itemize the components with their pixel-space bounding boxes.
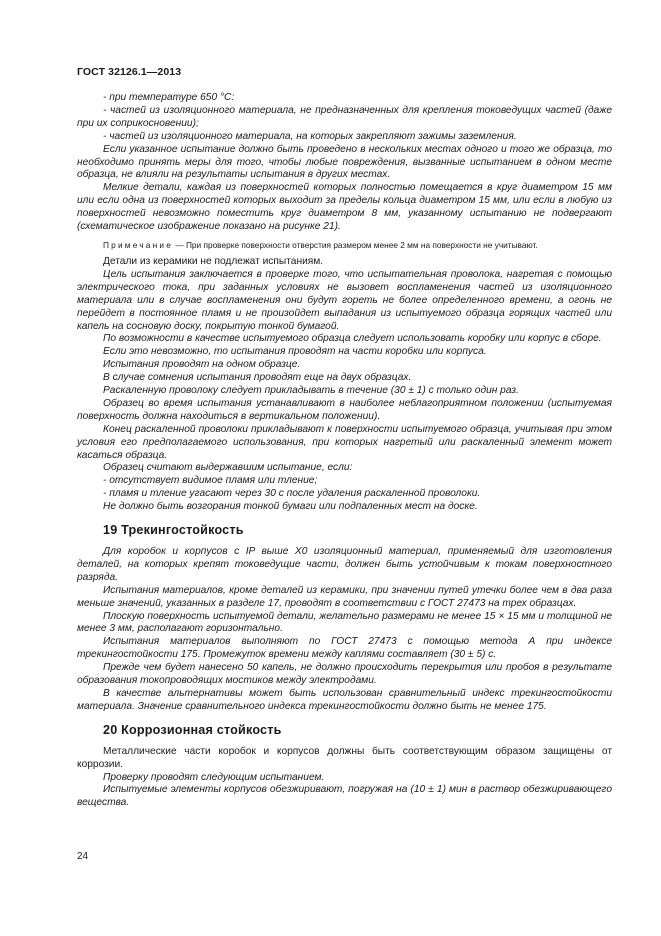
paragraph-wire-tip: Конец раскаленной проволоки прикладывают к поверхности испытуемого образца, учитывая при этом условия его предполагаемого использования, при которых нагретый или раскаленный элемент может касаться образца. xyxy=(77,423,612,461)
section-19-paragraph: Плоскую поверхность испытуемой детали, желательно размерами не менее 15 × 15 мм и толщиной не менее 3 мм, располагают горизонтально. xyxy=(77,610,612,635)
page-number: 24 xyxy=(77,851,89,862)
section-19-paragraph: Испытания материалов, кроме деталей из керамики, при значении путей утечки более чем в два раза меньше значений, указанных в разделе 17, проводят в соответствии с ГОСТ 27473 на трех образцах. xyxy=(77,584,612,609)
list-item-insulating-parts: - частей из изоляционного материала, не предназначенных для крепления токоведущих частей (даже при их соприкосновении); xyxy=(77,104,612,129)
paragraph-if-impossible: Если это невозможно, то испытания проводят на части коробки или корпуса. xyxy=(103,346,487,358)
list-item-flame-extinguish: - пламя и тление угасают через 30 с после удаления раскаленной проволоки. xyxy=(103,488,481,500)
paragraph-glow-wire-duration: Раскаленную проволоку следует прикладывать в течение (30 ± 1) с только один раз. xyxy=(103,385,519,397)
note xyxy=(77,240,612,251)
paragraph-test-purpose: Цель испытания заключается в проверке того, что испытательная проволока, нагретая с помощью электрического тока, при заданных условиях не вызовет воспламенения частей из изоляционного материала или в случае воспламенения они будут гореть не более определенного времени, а огонь не перейдет в постоянное пламя и не произойдет выпадания из испытуемого образца горящих частей или капель на сосновую доску, покрытую тонкой бумагой. xyxy=(77,268,612,332)
paragraph-small-parts: Мелкие детали, каждая из поверхностей которых полностью помещается в круг диаметром 15 мм или если одна из поверхностей которых выходит за пределы кольца диаметром 15 мм, или если в любую из поверхностей невозможно поместить круг диаметром 8 мм, указанному испытанию не подвергают (схематическое изображение показано на рисунке 21). xyxy=(77,182,612,233)
list-item-earthing-parts: - частей из изоляционного материала, на которых закрепляют зажимы заземления. xyxy=(103,130,517,142)
note-label: Примечание xyxy=(103,239,174,250)
paragraph-sample-position: Образец во время испытания устанавливают в наиболее неблагоприятном положении (испытуемая поверхность должна находиться в вертикальном положении). xyxy=(77,397,612,422)
section-20-heading: 20 Коррозионная стойкость xyxy=(103,722,282,737)
section-19-paragraph: Прежде чем будет нанесено 50 капель, не должно происходить перекрытия или пробоя в результате образования токопроводящих мостиков между электродами. xyxy=(77,662,612,687)
paragraph-ceramics: Детали из керамики не подлежат испытаниям. xyxy=(103,255,324,267)
note-text: — При проверке поверхности отверстия размером менее 2 мм на поверхности не учитывают. xyxy=(175,239,538,250)
section-19-paragraph: Для коробок и корпусов с IP выше Х0 изоляционный материал, применяемый для изготовления деталей, на которых крепят токоведущие части, должен быть устойчивым к токам поверхностного разряда. xyxy=(77,546,612,583)
paragraph-sample-choice: По возможности в качестве испытуемого образца следует использовать коробку или корпус в сборе. xyxy=(103,333,602,345)
list-item-no-flame: - отсутствует видимое пламя или тление; xyxy=(103,475,318,487)
paragraph-pass-criteria: Образец считают выдержавшим испытание, если: xyxy=(103,462,353,474)
paragraph-one-sample: Испытания проводят на одном образце. xyxy=(103,359,301,371)
list-item-temperature: - при температуре 650 °С: xyxy=(103,92,235,103)
paragraph-doubt: В случае сомнения испытания проводят еще на двух образцах. xyxy=(103,372,412,384)
page-content xyxy=(77,92,612,810)
section-19-heading: 19 Трекингостойкость xyxy=(103,523,244,538)
section-20-paragraph: Проверку проводят следующим испытанием. xyxy=(103,771,325,783)
section-20-paragraph: Испытуемые элементы корпусов обезжиривают, погружая на (10 ± 1) мин в раствор обезжиривающего вещества. xyxy=(77,784,612,809)
paragraph-no-ignition: Не должно быть возгорания тонкой бумаги или подпаленных мест на доске. xyxy=(103,501,478,513)
section-20-paragraph: Металлические части коробок и корпусов должны быть соответствующим образом защищены от коррозии. xyxy=(77,745,612,770)
paragraph-multiple-places: Если указанное испытание должно быть проведено в нескольких местах одного и того же образца, то необходимо принять меры для того, чтобы любые повреждения, вызванные испытанием в одном месте образца, не влияли на результаты испытания в других местах. xyxy=(77,143,612,181)
document-header: ГОСТ 32126.1—2013 xyxy=(77,66,182,78)
section-19-paragraph: Испытания материалов выполняют по ГОСТ 27473 с помощью метода А при индексе трекингостойкости 175. Промежуток времени между каплями составляет (30 ± 5) с. xyxy=(77,636,612,661)
section-19-paragraph: В качестве альтернативы может быть использован сравнительный индекс трекингостойкости материала. Значение сравнительного индекса трекингостойкости должно быть не менее 175. xyxy=(77,687,612,712)
